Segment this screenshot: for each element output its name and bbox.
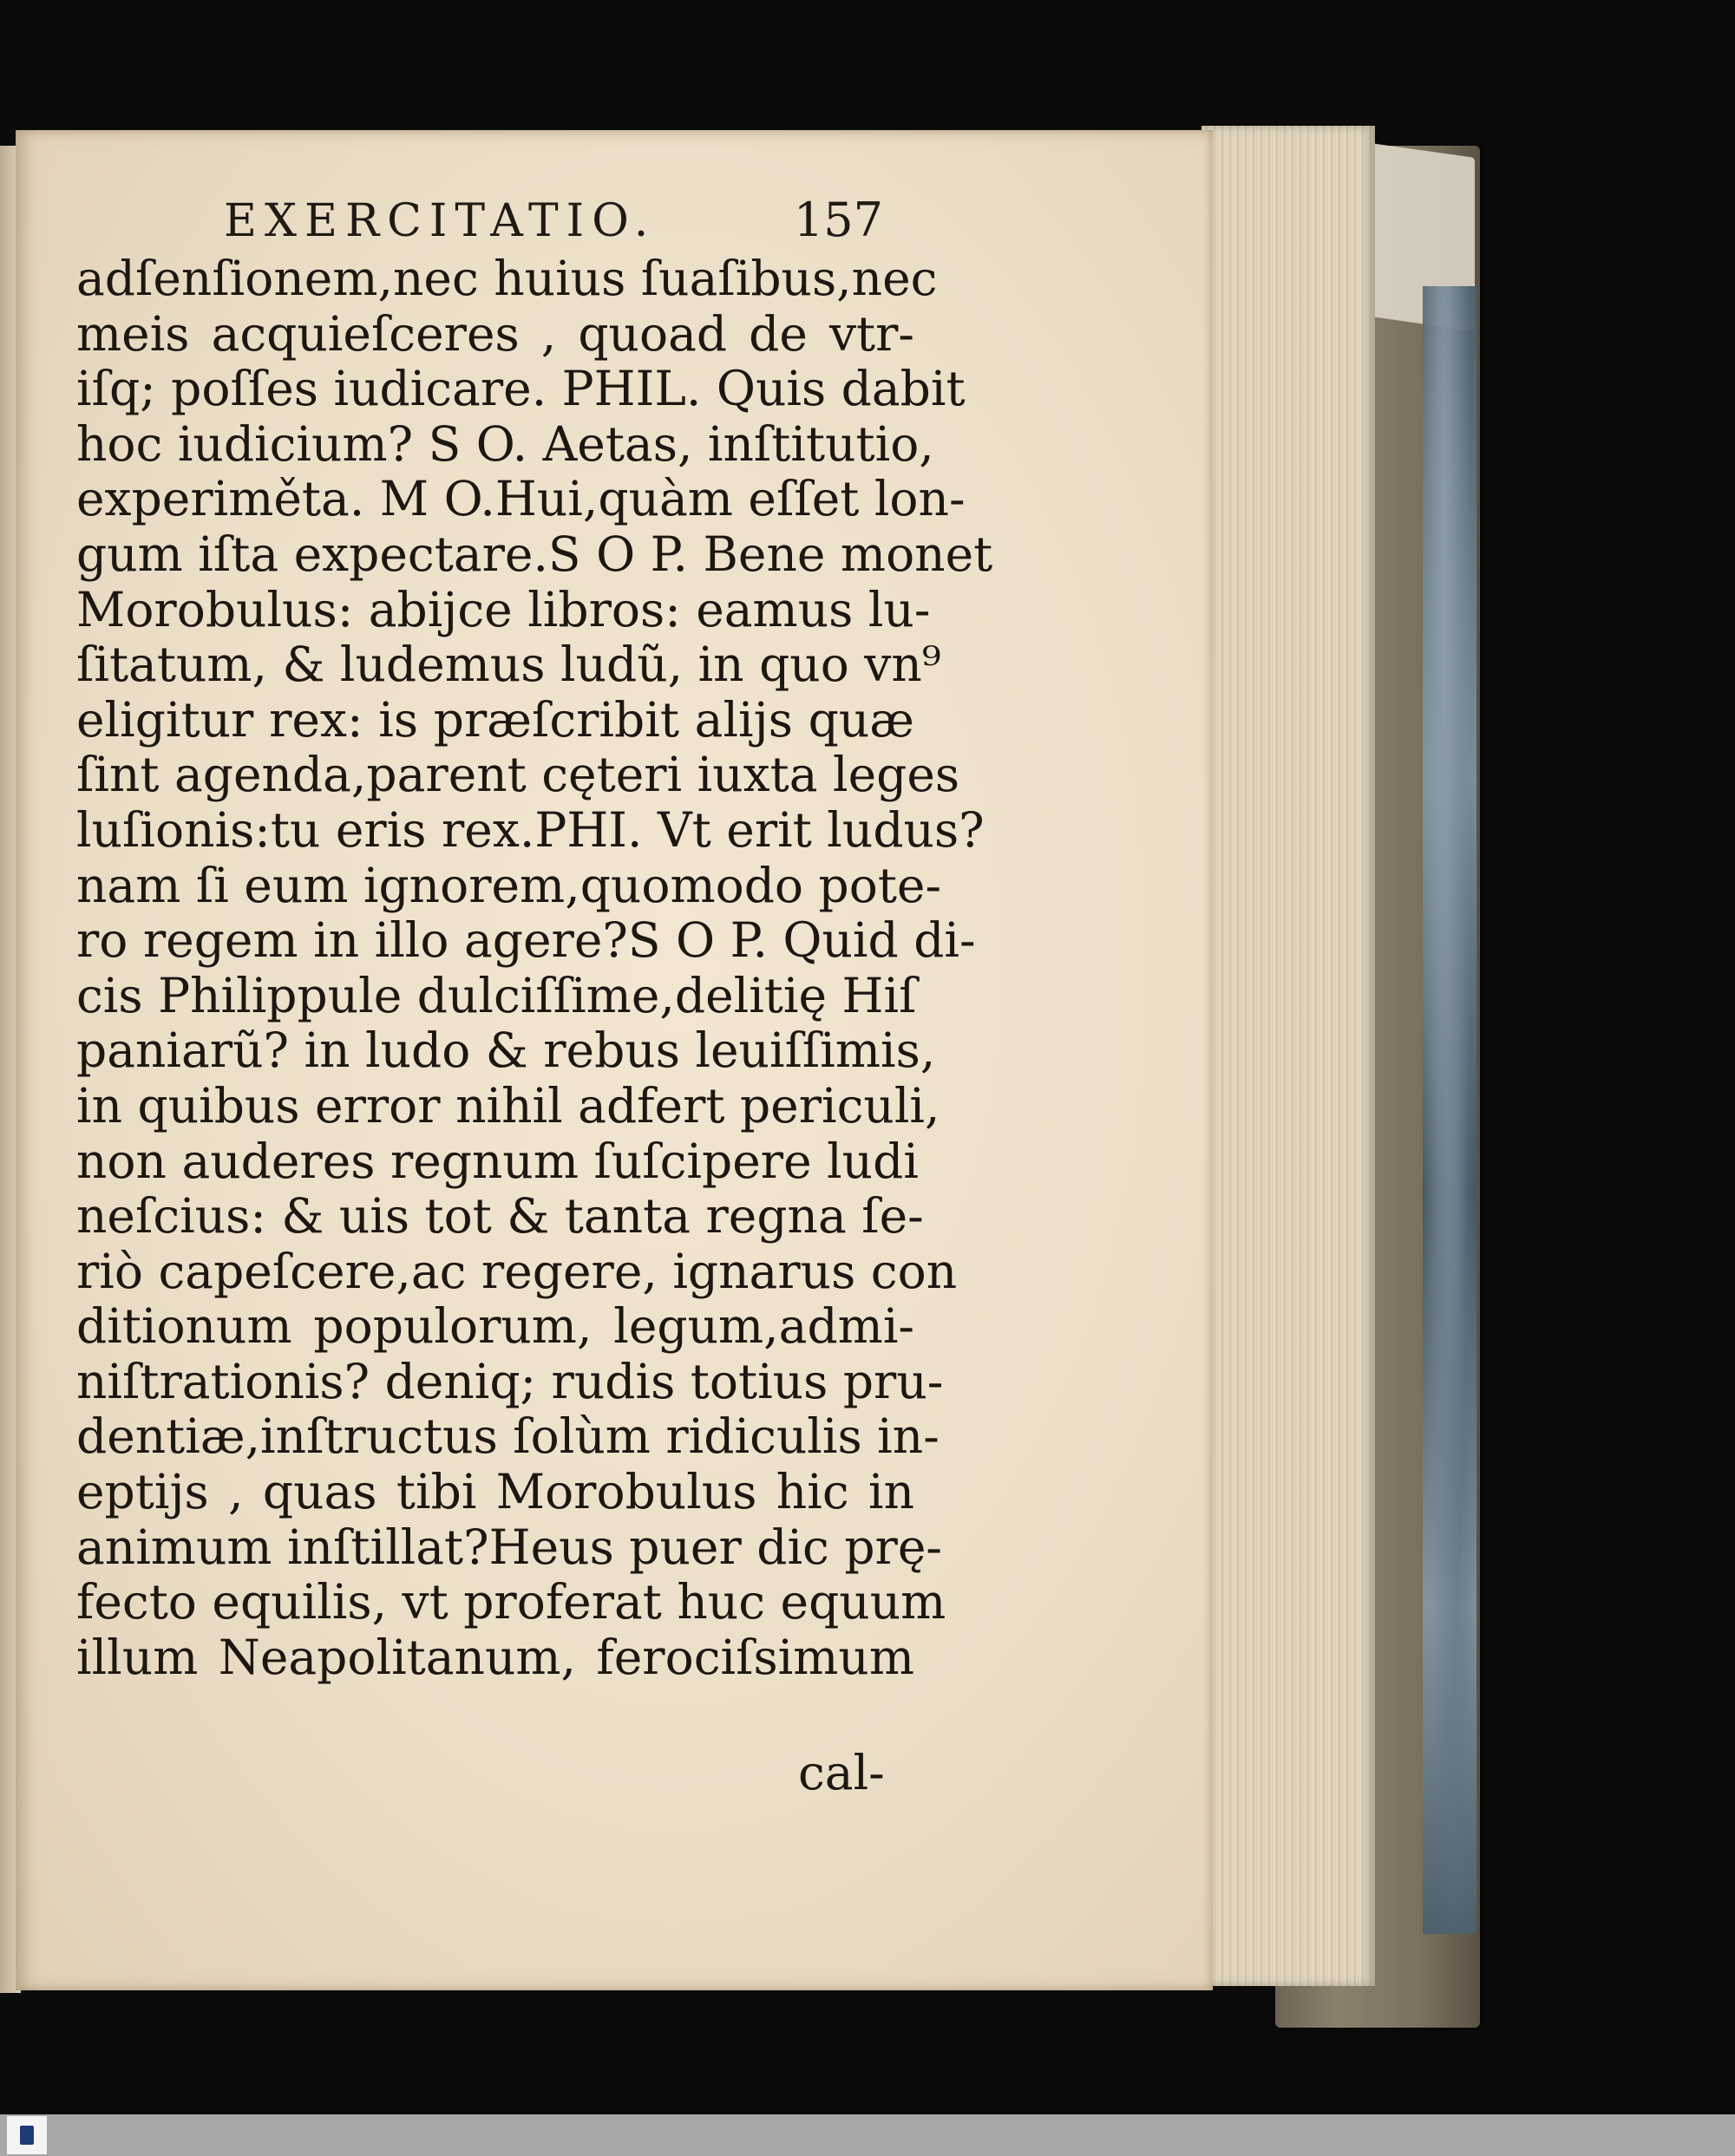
- library-logo-icon: [7, 2116, 47, 2154]
- text-line: ro regem in illo agere?S O P. Quid di-: [76, 912, 976, 969]
- text-line: adſenſionem,nec huius ſuaſibus,nec: [76, 251, 938, 306]
- text-line: riò capeſcere,ac regere, ignarus con: [76, 1243, 958, 1299]
- text-line: fecto equilis, vt proferat huc equum: [76, 1574, 946, 1630]
- text-line: iſq; poſſes iudicare. PHIL. Quis dabit: [76, 361, 966, 417]
- text-line: Morobulus: abijce libros: eamus lu-: [76, 581, 931, 637]
- text-line: luſionis:tu eris rex.PHI. Vt erit ludus?: [76, 801, 985, 858]
- text-line: non auderes regnum ſuſcipere ludi: [76, 1133, 919, 1189]
- text-line: ſint agenda,parent cęteri iuxta leges: [76, 747, 960, 803]
- text-line: illum Neapolitanum, ferociſsimum: [76, 1629, 914, 1685]
- text-line: in quibus error nihil adfert periculi,: [76, 1077, 940, 1134]
- text-line: eptijs , quas tibi Morobulus hic in: [76, 1464, 914, 1520]
- text-line: dentiæ,inſtructus ſolùm ridiculis in-: [76, 1408, 940, 1465]
- text-line: ditionum populorum, legum,admi-: [76, 1298, 914, 1355]
- viewer-footer-band: [0, 2114, 1735, 2156]
- text-line: animum inſtillat?Heus puer dic prę-: [76, 1519, 942, 1575]
- text-line: cis Philippule dulciſſime,delitię Hiſ: [76, 967, 917, 1023]
- page-number: 157: [793, 193, 883, 247]
- text-line: gum iſta expectare.S O P. Bene monet: [76, 526, 993, 582]
- text-line: neſcius: & uis tot & tanta regna ſe-: [76, 1188, 924, 1245]
- page-block-edges: [1201, 126, 1375, 1986]
- text-line: niſtrationis? deniq; rudis totius pru-: [76, 1353, 944, 1409]
- text-line: ſitatum, & ludemus ludũ, in quo vn⁹: [76, 637, 941, 693]
- text-line: eligitur rex: is præſcribit alijs quæ: [76, 691, 914, 748]
- body-text: [76, 251, 993, 1685]
- marbled-spine: [1423, 286, 1476, 1934]
- text-line: hoc iudicium? S O. Aetas, inſtitutio,: [76, 415, 934, 472]
- running-head: [224, 193, 883, 253]
- running-title: EXERCITATIO.: [224, 195, 657, 247]
- logo-mark: [20, 2126, 34, 2145]
- text-line: paniarũ? in ludo & rebus leuiſſimis,: [76, 1022, 936, 1079]
- text-line: nam ſi eum ignorem,quomodo pote-: [76, 857, 942, 913]
- catchword: cal-: [798, 1745, 885, 1800]
- text-line: experiměta. M O.Hui,quàm eſſet lon-: [76, 471, 966, 527]
- text-line: meis acquieſceres , quoad de vtr-: [76, 305, 914, 362]
